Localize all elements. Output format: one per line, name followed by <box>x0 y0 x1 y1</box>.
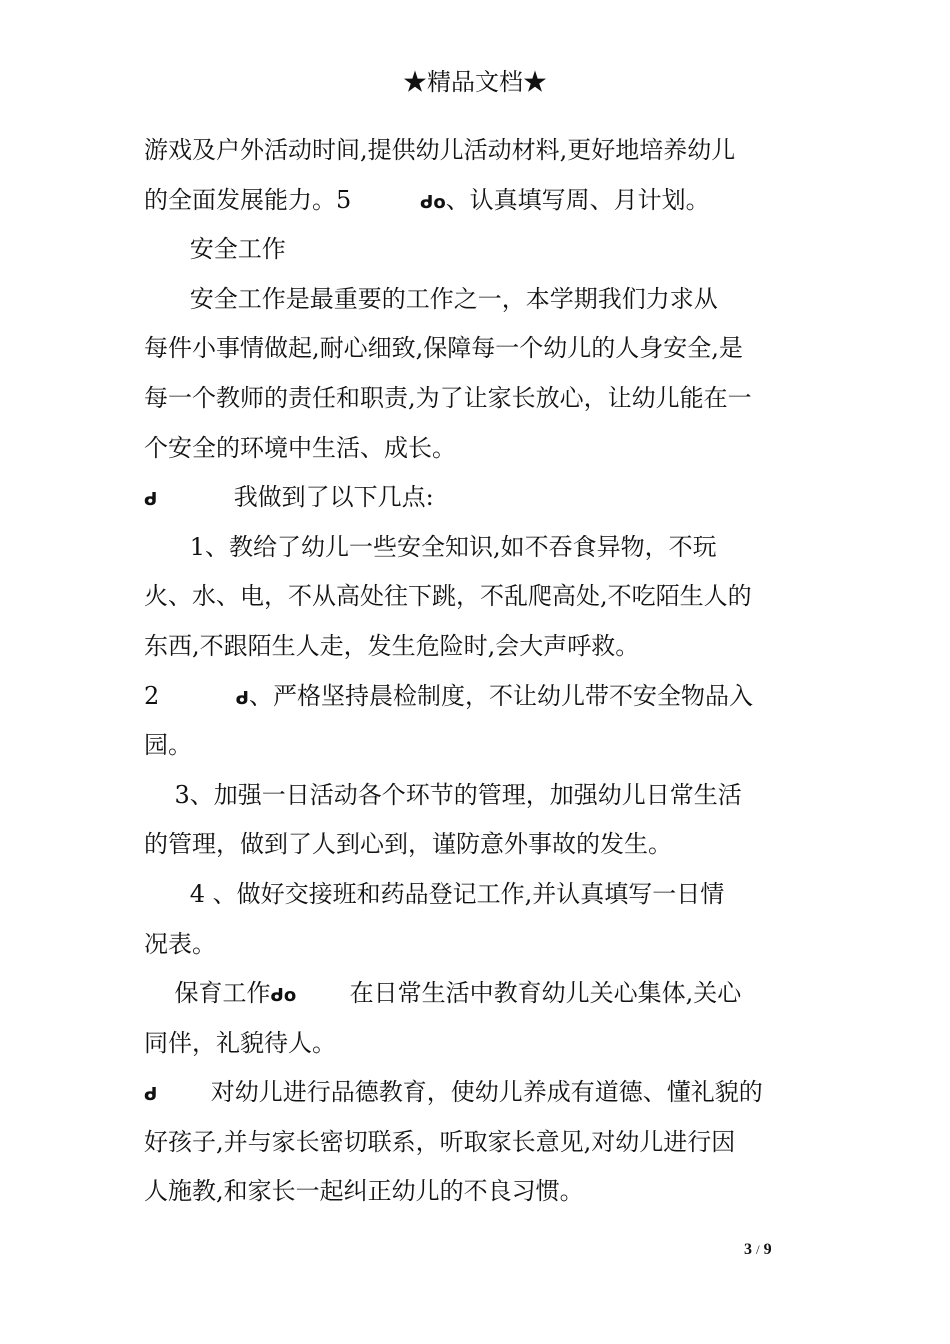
text-line: 东西,不跟陌生人走，发生危险时,会大声呼救。 <box>144 631 640 660</box>
page-header-title: ★精品文档★ <box>403 68 547 96</box>
text-line <box>144 672 808 722</box>
text-line <box>144 1068 808 1118</box>
text-line <box>144 176 808 226</box>
text-line: 3、加强一日活动各个环节的管理，加强幼儿日常生活 <box>144 780 742 809</box>
list-marker-glyph: ᑯ <box>144 489 158 511</box>
page-number-total: 9 <box>763 1241 772 1258</box>
page-number-separator: / <box>756 1242 760 1257</box>
list-marker-glyph: ᑯo <box>270 985 297 1007</box>
text-fragment: 我做到了以下几点: <box>233 483 434 512</box>
text-line: 每件小事情做起,耐心细致,保障每一个幼儿的人身安全,是 <box>144 334 743 363</box>
list-marker-glyph: ᑯo <box>419 191 446 213</box>
section-heading: 安全工作 <box>144 235 286 264</box>
list-marker-glyph: ᑯ <box>144 1084 158 1106</box>
text-fragment: 2 <box>144 681 236 710</box>
text-fragment: 、严格坚持晨检制度，不让幼儿带不安全物品入 <box>248 681 753 710</box>
text-line: 1、教给了幼儿一些安全知识,如不吞食异物，不玩 <box>144 532 717 561</box>
text-fragment: 的全面发展能力。5 <box>144 185 420 214</box>
text-line: 安全工作是最重要的工作之一，本学期我们力求从 <box>144 284 718 313</box>
text-line: 园。 <box>144 731 192 760</box>
text-fragment: 、认真填写周、月计划。 <box>445 185 710 214</box>
text-fragment: 在日常生活中教育幼儿关心集体,关心 <box>349 979 742 1008</box>
text-line <box>144 473 808 523</box>
section-heading: 保育工作 <box>144 979 271 1008</box>
text-line: 火、水、电，不从高处往下跳，不乱爬高处,不吃陌生人的 <box>144 582 752 611</box>
text-fragment: 对幼儿进行品德教育，使幼儿养成有道德、懂礼貌的 <box>210 1078 763 1107</box>
page-number-current: 3 <box>744 1241 752 1258</box>
text-line: 游戏及户外活动时间,提供幼儿活动材料,更好地培养幼儿 <box>144 136 736 164</box>
text-fragment <box>296 979 349 1007</box>
text-line: 好孩子,并与家长密切联系，听取家长意见,对幼儿进行因 <box>144 1127 736 1156</box>
page-number <box>744 1240 772 1260</box>
page-header <box>0 66 950 98</box>
text-line: 的管理，做到了人到心到，谨防意外事故的发生。 <box>144 830 672 859</box>
text-fragment <box>157 483 233 511</box>
document-body <box>144 126 808 1217</box>
text-line: 况表。 <box>144 929 216 958</box>
text-line: 个安全的环境中生活、成长。 <box>144 433 456 462</box>
text-line: 每一个教师的责任和职责,为了让家长放心，让幼儿能在一 <box>144 383 752 412</box>
text-line <box>144 969 808 1019</box>
list-marker-glyph: ᑯ <box>235 687 249 709</box>
text-line: 人施教,和家长一起纠正幼儿的不良习惯。 <box>144 1177 584 1206</box>
text-line: 同伴，礼貌待人。 <box>144 1028 336 1057</box>
text-fragment <box>157 1078 210 1106</box>
text-line: 4 、做好交接班和药品登记工作,并认真填写一日情 <box>144 879 725 908</box>
